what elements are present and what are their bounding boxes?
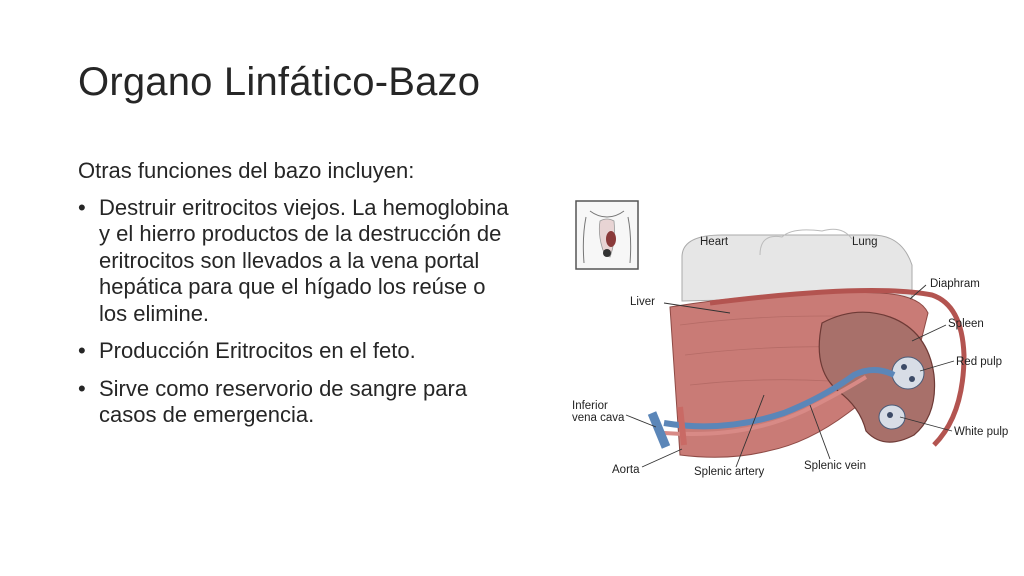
label-inferior: Inferior: [572, 400, 608, 412]
slide-body: [78, 158, 518, 440]
torso-thumbnail: [576, 201, 638, 269]
slide-title: Organo Linfático-Bazo: [78, 60, 481, 104]
bullet-text: Sirve como reservorio de sangre para casos de emergencia.: [99, 375, 468, 427]
label-heart: Heart: [700, 236, 729, 248]
label-white-pulp: White pulp: [954, 426, 1009, 438]
label-liver: Liver: [630, 296, 655, 308]
label-diaphram: Diaphram: [930, 278, 980, 290]
label-lung: Lung: [852, 236, 878, 248]
intro-text: Otras funciones del bazo incluyen:: [78, 158, 415, 183]
spleen-anatomy-figure: [560, 195, 1024, 495]
label-red-pulp: Red pulp: [956, 356, 1003, 368]
bullet-text: Producción Eritrocitos en el feto.: [99, 338, 416, 363]
label-splenic-artery: Splenic artery: [694, 466, 765, 478]
bullet-text: Destruir eritrocitos viejos. La hemoglobina y el hierro productos de la destrucción de eritrocitos son llevados a la vena portal hepática para que el hígado los reúse o los elimine.: [99, 194, 509, 326]
label-splenic-vein: Splenic vein: [804, 460, 867, 472]
label-spleen: Spleen: [948, 318, 984, 330]
label-vena-cava: vena cava: [572, 412, 625, 424]
bullet-dot: •: [78, 375, 86, 401]
bullet-list: [78, 195, 518, 429]
bullet-dot: •: [78, 338, 86, 363]
bullet-item: [78, 195, 518, 328]
bullet-dot: •: [78, 194, 86, 220]
label-aorta: Aorta: [612, 464, 640, 476]
spleen-anatomy-illustration: [560, 195, 1024, 495]
bullet-item: [78, 376, 518, 429]
bullet-item: [78, 338, 518, 365]
